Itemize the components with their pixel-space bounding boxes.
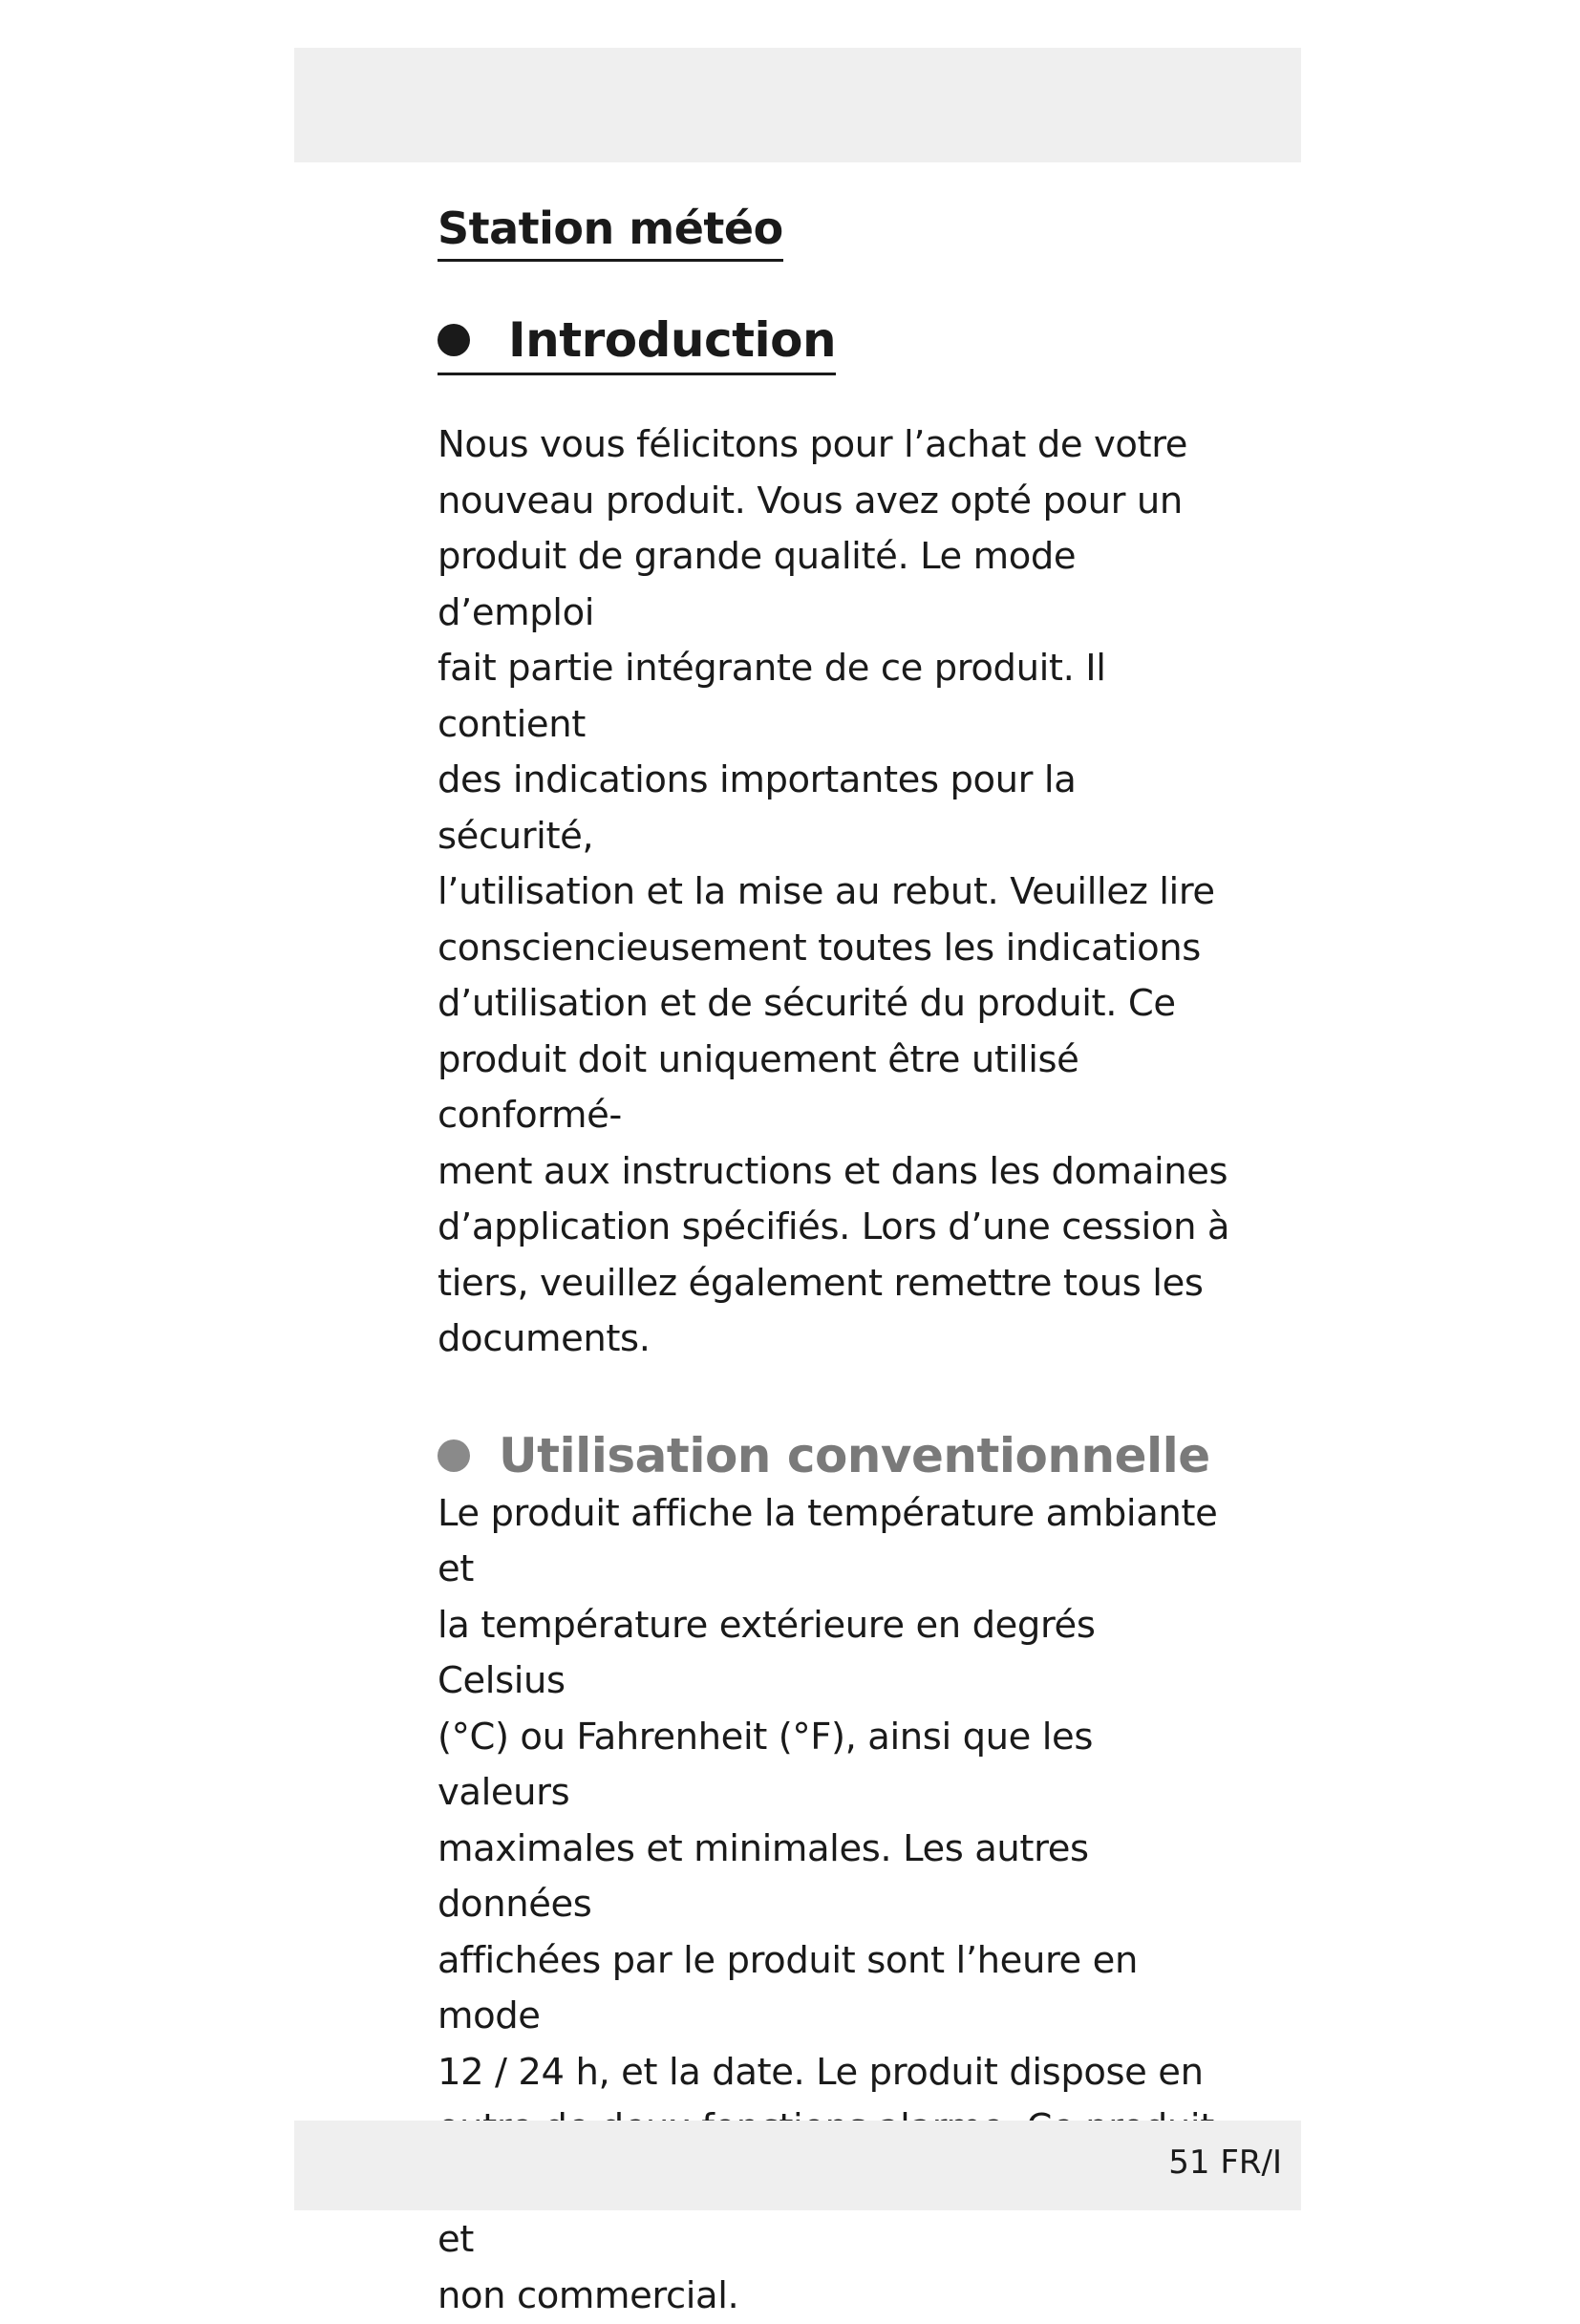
introduction-paragraph: Nous vous félicitons pour l’achat de votre nouveau produit. Vous avez opté pour un produit de grande qualité. Le mode d’emploi fait partie intégrante de ce produit. Il contient des indications importantes pour la sécurité, l’utilisation et la mise au rebut. Veuillez lire consciencieusement toutes les indications d’utilisation et de sécurité du produit. Ce produit doit uniquement être utilisé conformé- ment aux instructions et dans les domaines d’application spécifiés. Lors d’une cession à tiers, veuillez également remettre tous les documents. (438, 423, 1230, 1361)
usage-heading-block (438, 1427, 1230, 1484)
page-number: 51 FR/I (1168, 2143, 1282, 2182)
bullet-dot-icon (438, 1439, 470, 1472)
usage-paragraph: Le produit affiche la température ambiante et la température extérieure en degrés Celsius (°C) ou Fahrenheit (°F), ainsi que les valeurs maximales et minimales. Les autres données affichées par le produit sont l’heure en mode 12 / 24 h, et la date. Le produit dispose en et non commercial. (438, 1491, 1218, 2317)
introduction-heading-block (438, 311, 1230, 375)
page-content (438, 191, 1230, 2324)
document-title: Station météo (438, 203, 783, 262)
footer-band (294, 2121, 1301, 2210)
title-block (438, 203, 1230, 262)
usage-heading (438, 1427, 1210, 1484)
usage-heading-text: Utilisation conventionnelle (499, 1427, 1210, 1483)
introduction-heading-text: Introduction (508, 312, 837, 369)
header-band (294, 48, 1301, 162)
bullet-dot-icon (438, 324, 470, 356)
introduction-heading (438, 311, 836, 375)
